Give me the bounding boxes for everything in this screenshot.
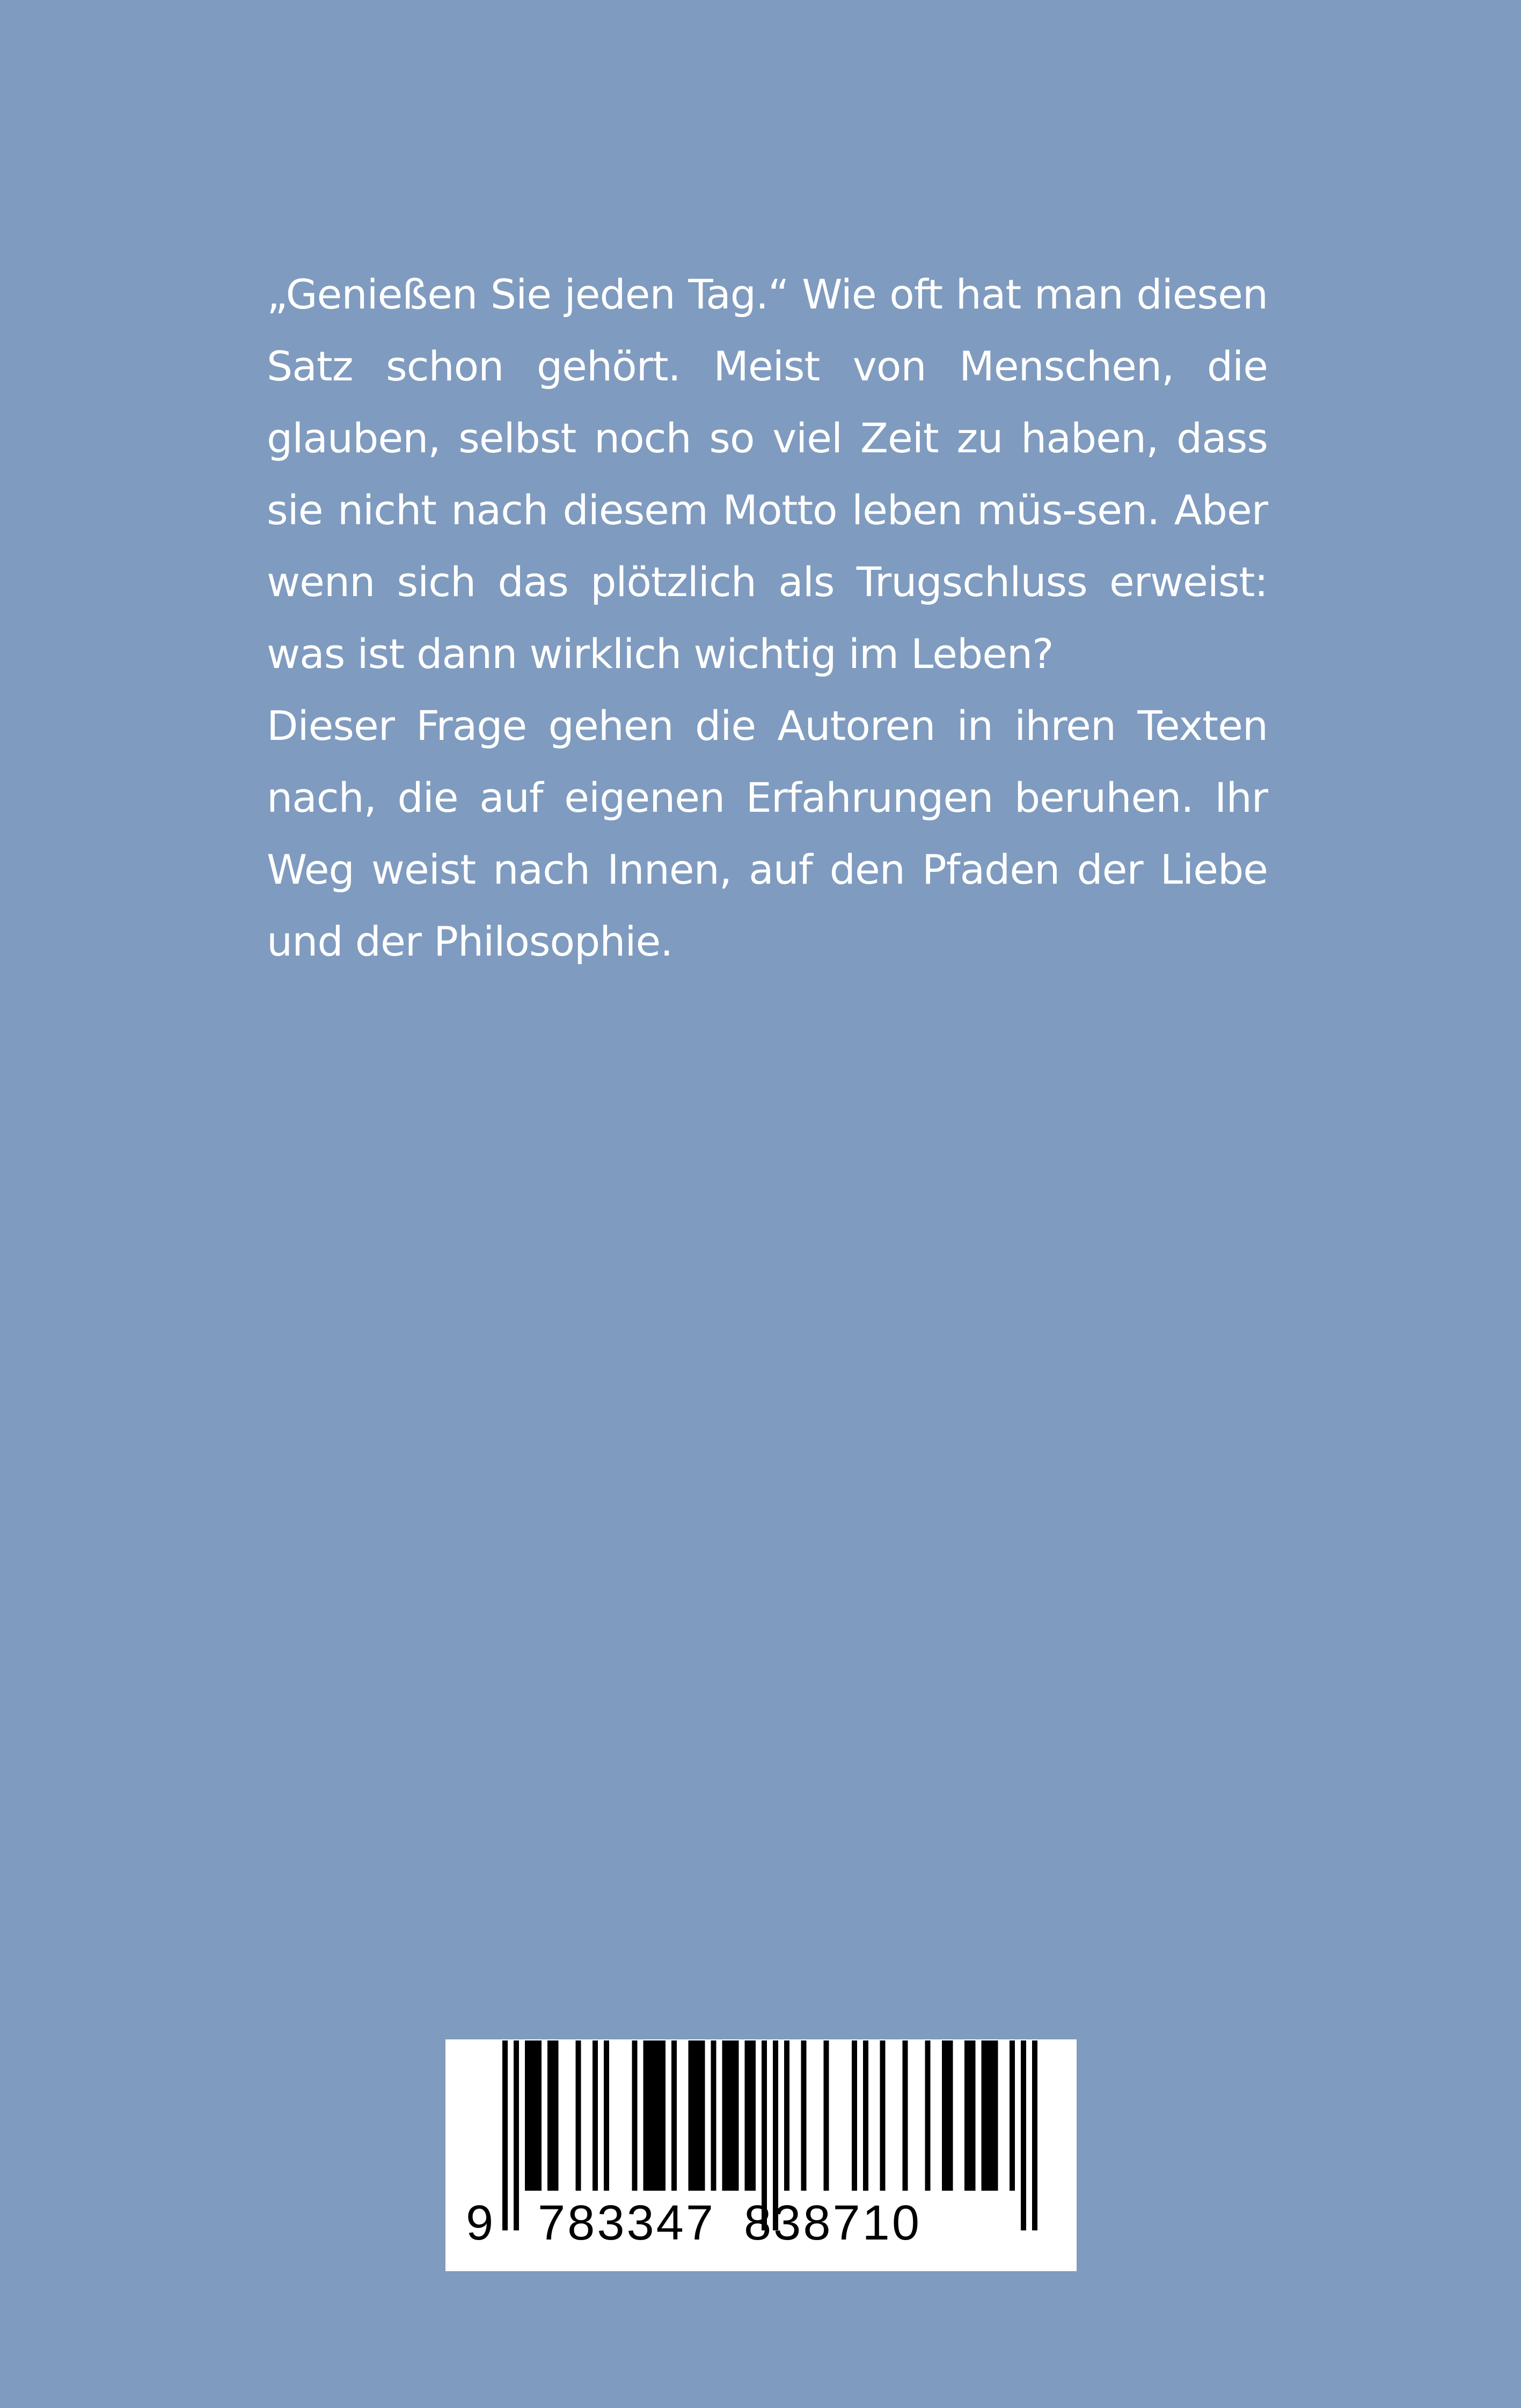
barcode-bar (632, 2040, 638, 2191)
barcode-bar (863, 2040, 868, 2191)
barcode-bar (880, 2040, 886, 2191)
barcode-digits-right: 838710 (744, 2196, 922, 2250)
barcode-bar (547, 2040, 559, 2191)
barcode-bar (903, 2040, 908, 2191)
barcode-bar (784, 2040, 789, 2191)
barcode-guard-bar (1021, 2040, 1026, 2230)
barcode-guard-bar (502, 2040, 508, 2230)
barcode-digit-first: 9 (466, 2196, 494, 2250)
barcode-bar (671, 2040, 677, 2191)
barcode-bar (722, 2040, 739, 2191)
barcode-bar (593, 2040, 598, 2191)
barcode-guard-bar (514, 2040, 519, 2230)
barcode-bar (982, 2040, 998, 2191)
barcode-bar (711, 2040, 716, 2191)
barcode-bar (925, 2040, 931, 2191)
barcode-bar (1010, 2040, 1015, 2191)
barcode-digits-left: 783347 (538, 2196, 715, 2250)
barcode-bar (604, 2040, 609, 2191)
barcode-bar (824, 2040, 829, 2191)
barcode-bar (942, 2040, 953, 2191)
barcode-bar (852, 2040, 857, 2191)
barcode-bar (801, 2040, 807, 2191)
barcode-bar (745, 2040, 756, 2191)
blurb-paragraph-2: Dieser Frage gehen die Autoren in ihren Texten nach, die auf eigenen Erfahrungen beruhen. Ihr Weg weist nach Innen, auf den Pfaden der Liebe und der Philosophie. (267, 702, 1268, 965)
barcode-bar (644, 2040, 666, 2191)
barcode-guard-bar (1032, 2040, 1037, 2230)
barcode-bar (525, 2040, 542, 2191)
barcode-bar (689, 2040, 705, 2191)
blurb-paragraph-1: „Genießen Sie jeden Tag.“ Wie oft hat man diesen Satz schon gehört. Meist von Menschen, die glauben, selbst noch so viel Zeit zu haben, dass sie nicht nach diesem Motto leben müs-sen. Aber wenn sich das plötzlich als Trugschluss erweist: was ist dann wirklich wichtig im Leben? (267, 270, 1268, 678)
back-cover-blurb (267, 259, 1268, 978)
isbn-barcode (445, 2039, 1077, 2271)
barcode-bar (576, 2040, 581, 2191)
barcode-bar (964, 2040, 976, 2191)
